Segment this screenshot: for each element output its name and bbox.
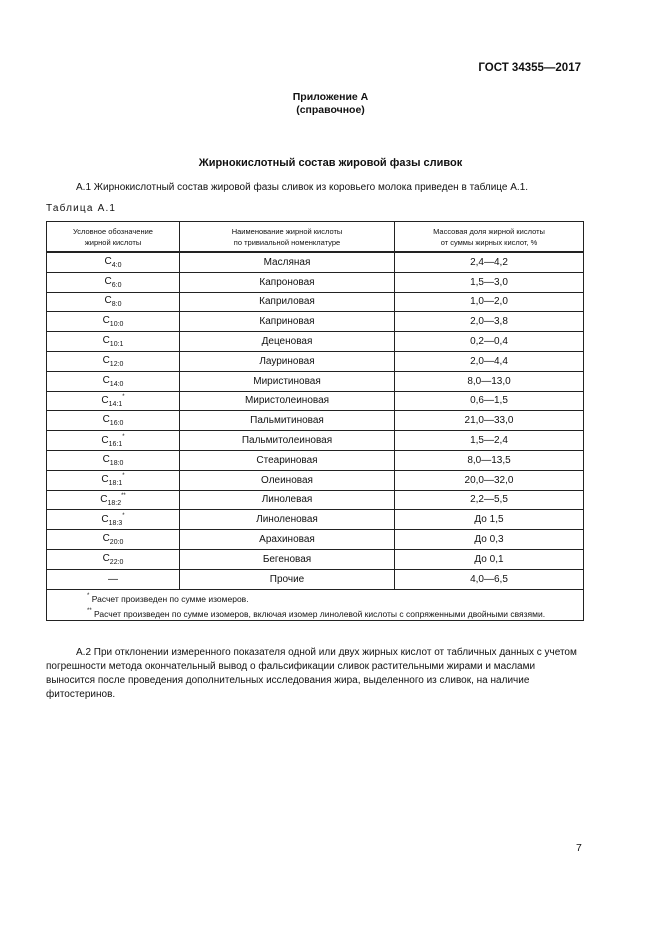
cell-symbol: $C_{18:1}^*$ xyxy=(47,470,180,490)
header-mass-fraction: Массовая доля жирной кислоты от суммы жирных кислот, % xyxy=(395,222,584,253)
cell-mass-fraction: 8,0—13,5 xyxy=(395,450,584,470)
table-notes xyxy=(47,589,584,620)
cell-mass-fraction: До 0,3 xyxy=(395,530,584,550)
standard-code: ГОСТ 34355—2017 xyxy=(478,62,581,74)
footnote-1: * Расчет произведен по сумме изомеров. xyxy=(87,592,249,604)
cell-mass-fraction: 2,0—3,8 xyxy=(395,312,584,332)
cell-acid-name: Пальмитиновая xyxy=(180,411,395,431)
table-row xyxy=(47,510,584,530)
cell-mass-fraction: 1,5—3,0 xyxy=(395,272,584,292)
cell-acid-name: Каприновая xyxy=(180,312,395,332)
cell-acid-name: Линолевая xyxy=(180,490,395,510)
cell-symbol: $C_{18:0}$ xyxy=(47,450,180,470)
cell-mass-fraction: 0,6—1,5 xyxy=(395,391,584,411)
cell-acid-name: Стеариновая xyxy=(180,450,395,470)
cell-mass-fraction: 20,0—32,0 xyxy=(395,470,584,490)
cell-symbol: $C_{18:3}^*$ xyxy=(47,510,180,530)
cell-symbol: $C_{8:0}$ xyxy=(47,292,180,312)
cell-acid-name: Арахиновая xyxy=(180,530,395,550)
page-number: 7 xyxy=(576,842,582,854)
table-row xyxy=(47,371,584,391)
cell-acid-name: Миристолеиновая xyxy=(180,391,395,411)
cell-mass-fraction: 0,2—0,4 xyxy=(395,332,584,352)
table-row xyxy=(47,332,584,352)
cell-symbol: $C_{14:1}^*$ xyxy=(47,391,180,411)
cell-symbol: $C_{16:0}$ xyxy=(47,411,180,431)
table-row xyxy=(47,391,584,411)
cell-symbol: $C_{12:0}$ xyxy=(47,351,180,371)
table-header-row xyxy=(47,222,584,253)
table-row xyxy=(47,411,584,431)
table-row xyxy=(47,450,584,470)
section-title: Жирнокислотный состав жировой фазы сливок xyxy=(198,157,463,169)
appendix-subtitle: (справочное) xyxy=(296,104,365,116)
cell-acid-name: Линоленовая xyxy=(180,510,395,530)
cell-symbol: $C_{6:0}$ xyxy=(47,272,180,292)
cell-mass-fraction: 2,0—4,4 xyxy=(395,351,584,371)
cell-mass-fraction: До 1,5 xyxy=(395,510,584,530)
footnote-2: ** Расчет произведен по сумме изомеров, включая изомер линолевой кислоты с сопряженными двойными связями. xyxy=(87,607,546,619)
table-row xyxy=(47,569,584,589)
cell-acid-name: Лауриновая xyxy=(180,351,395,371)
table-row xyxy=(47,252,584,272)
cell-symbol: — xyxy=(47,569,180,589)
table-row xyxy=(47,549,584,569)
cell-acid-name: Пальмитолеиновая xyxy=(180,431,395,451)
cell-mass-fraction: 2,2—5,5 xyxy=(395,490,584,510)
table-notes-row xyxy=(47,589,584,620)
cell-mass-fraction: 21,0—33,0 xyxy=(395,411,584,431)
cell-symbol: $C_{10:0}$ xyxy=(47,312,180,332)
appendix-title: Приложение А xyxy=(292,91,369,103)
cell-acid-name: Миристиновая xyxy=(180,371,395,391)
fatty-acid-table xyxy=(46,221,584,621)
cell-acid-name: Капроновая xyxy=(180,272,395,292)
cell-acid-name: Олеиновая xyxy=(180,470,395,490)
cell-symbol: $C_{20:0}$ xyxy=(47,530,180,550)
cell-acid-name: Деценовая xyxy=(180,332,395,352)
table-row xyxy=(47,292,584,312)
cell-symbol: $C_{10:1}$ xyxy=(47,332,180,352)
paragraph-a2: А.2 При отклонении измеренного показателя одной или двух жирных кислот от табличных данных с учетом погрешности метода окончательный вывод о фальсификации сливок растительными жирами и маслами выносится после проведения дополнительных исследования жира, выделенного из сливок, на наличие фитостеринов. xyxy=(46,647,577,700)
cell-mass-fraction: 2,4—4,2 xyxy=(395,252,584,272)
cell-acid-name: Масляная xyxy=(180,252,395,272)
cell-symbol: $C_{16:1}^*$ xyxy=(47,431,180,451)
cell-mass-fraction: 4,0—6,5 xyxy=(395,569,584,589)
cell-mass-fraction: 1,5—2,4 xyxy=(395,431,584,451)
cell-symbol: $C_{4:0}$ xyxy=(47,252,180,272)
table-row xyxy=(47,272,584,292)
cell-symbol: $C_{14:0}$ xyxy=(47,371,180,391)
cell-acid-name: Каприловая xyxy=(180,292,395,312)
cell-acid-name: Бегеновая xyxy=(180,549,395,569)
table-row xyxy=(47,351,584,371)
cell-acid-name: Прочие xyxy=(180,569,395,589)
cell-mass-fraction: 1,0—2,0 xyxy=(395,292,584,312)
table-row xyxy=(47,530,584,550)
cell-mass-fraction: До 0,1 xyxy=(395,549,584,569)
cell-symbol: $C_{22:0}$ xyxy=(47,549,180,569)
header-symbol: Условное обозначение жирной кислоты xyxy=(47,222,180,253)
cell-symbol: $C_{18:2}^{**}$ xyxy=(47,490,180,510)
table-row xyxy=(47,312,584,332)
table-row xyxy=(47,470,584,490)
header-name: Наименование жирной кислоты по тривиальной номенклатуре xyxy=(180,222,395,253)
intro-paragraph: А.1 Жирнокислотный состав жировой фазы сливок из коровьего молока приведен в таблице А.1. xyxy=(76,182,529,193)
cell-mass-fraction: 8,0—13,0 xyxy=(395,371,584,391)
table-row xyxy=(47,490,584,510)
table-caption: Таблица А.1 xyxy=(46,203,117,214)
table-row xyxy=(47,431,584,451)
